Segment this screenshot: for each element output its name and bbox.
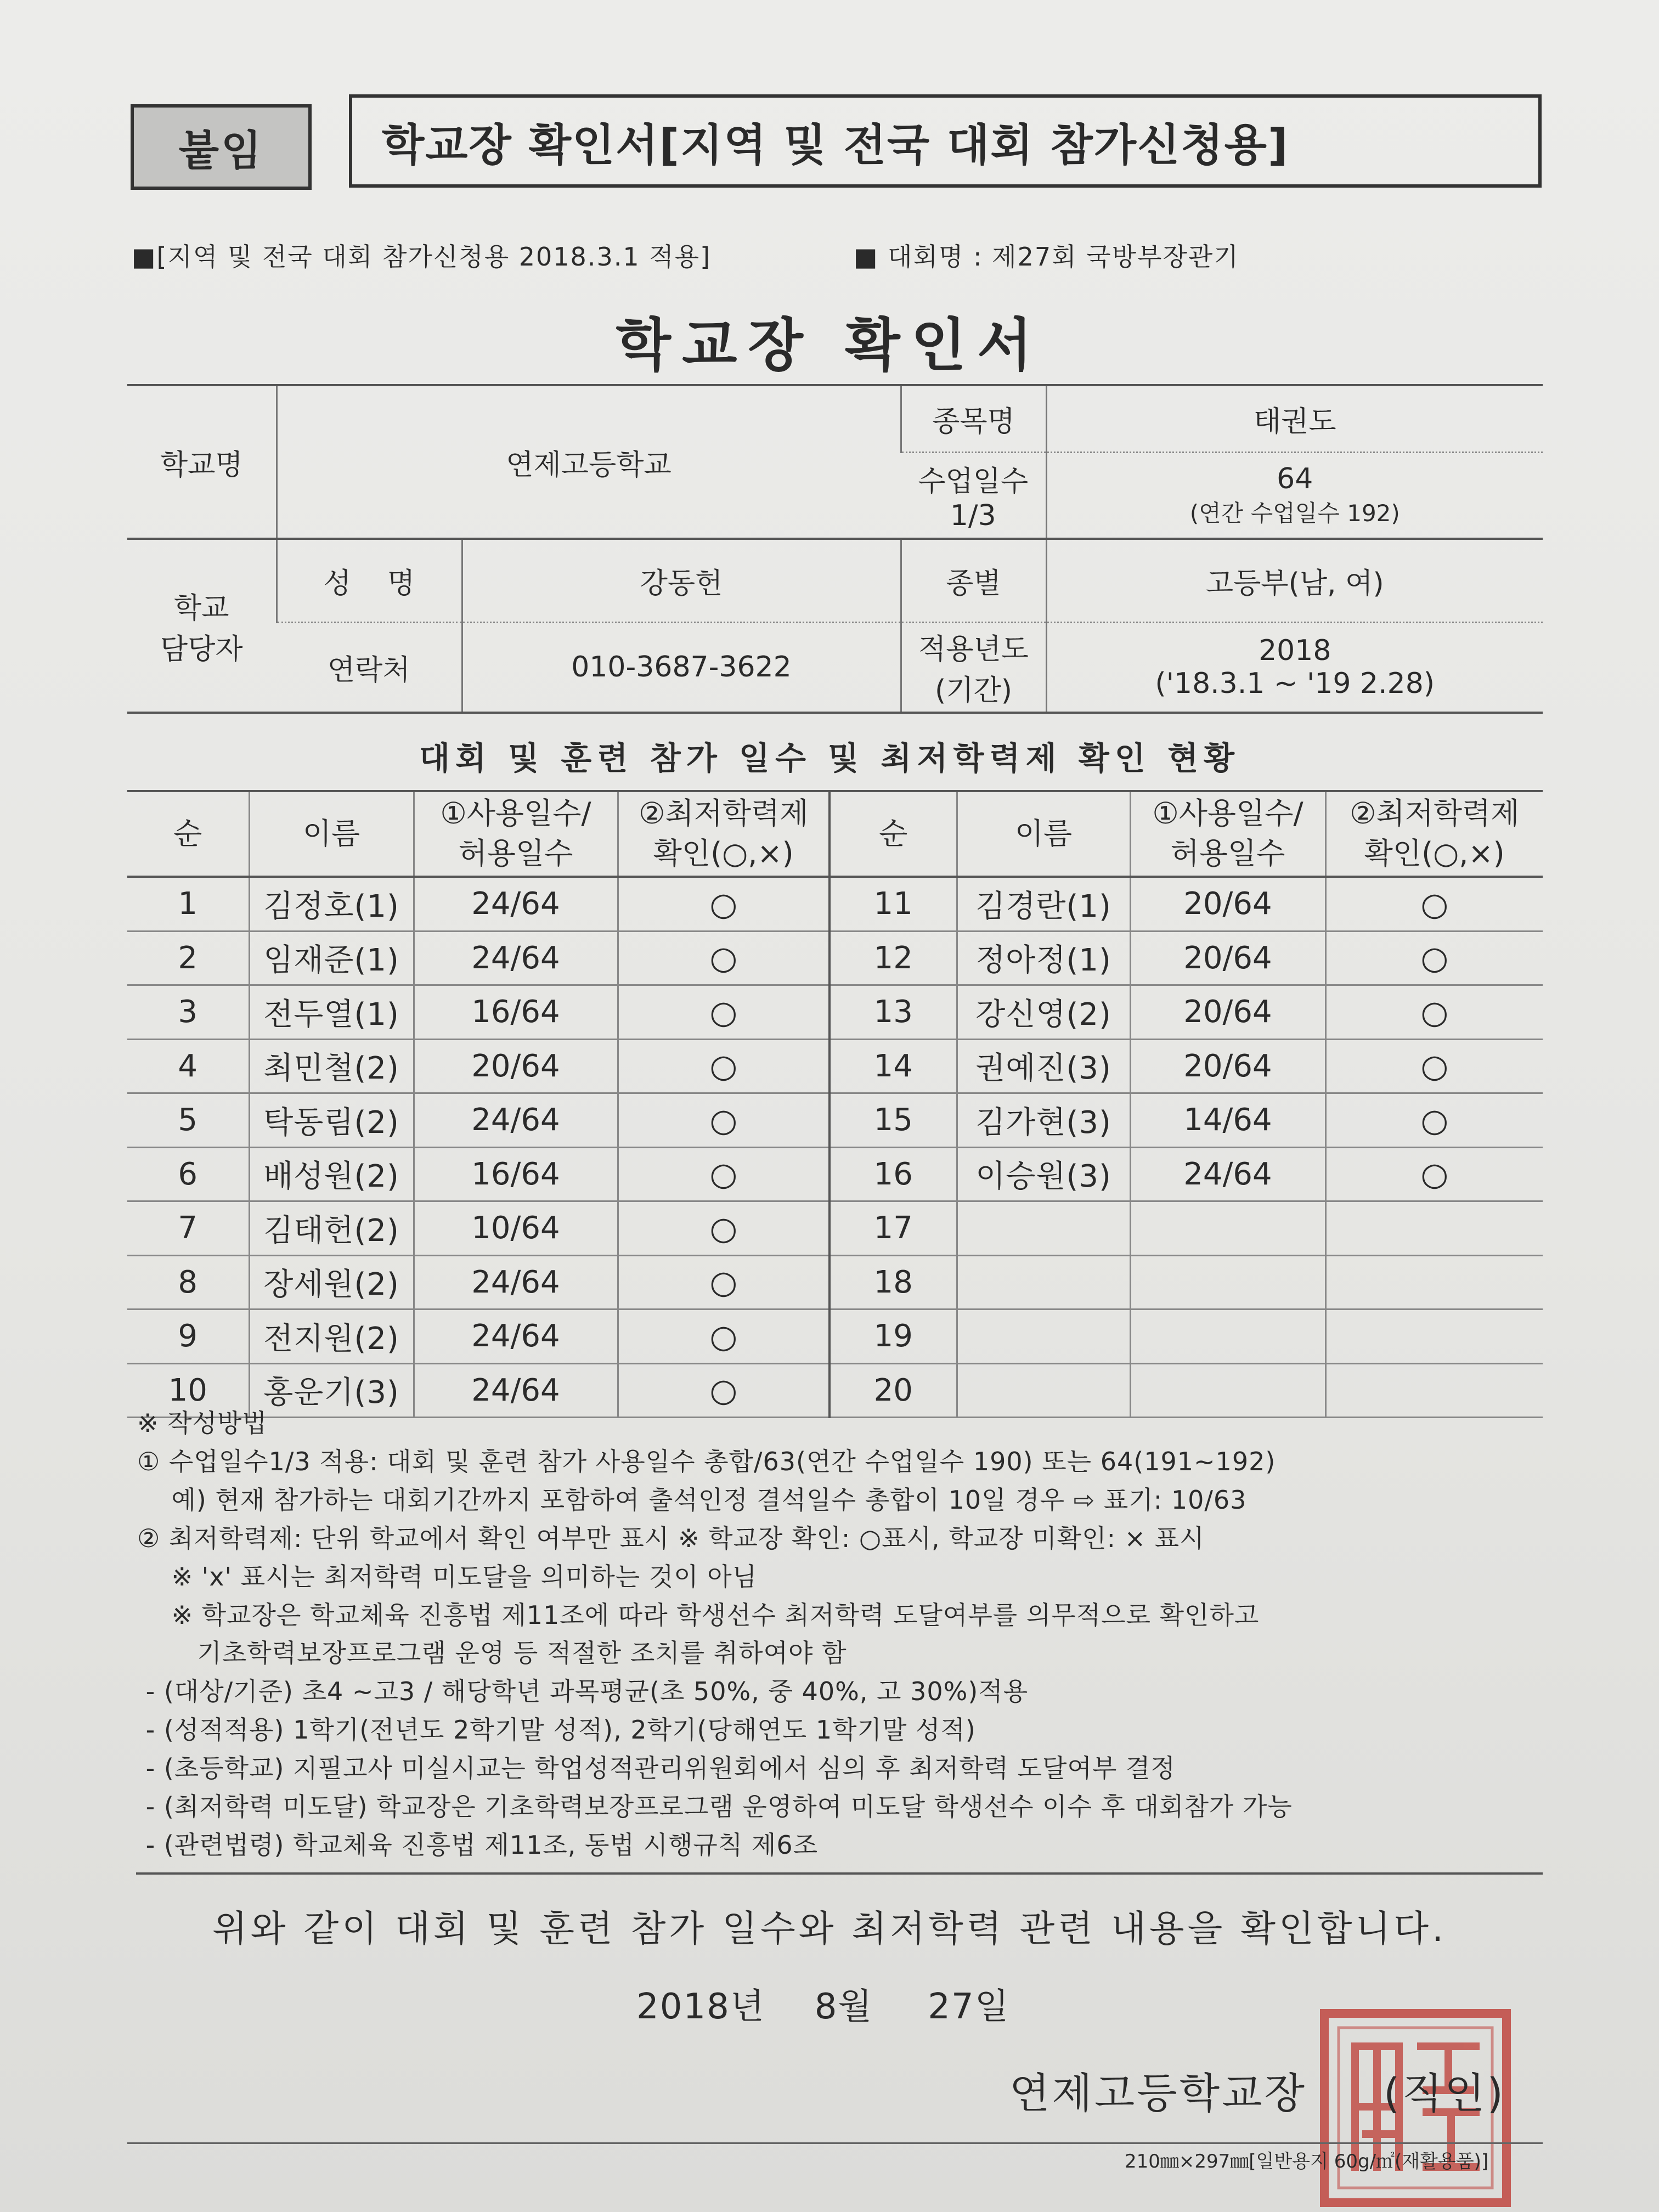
row-no: 7 <box>127 1201 249 1256</box>
header-check-right-line1: ②최저학력제 <box>1350 796 1520 831</box>
row-no: 1 <box>127 877 249 931</box>
paper-spec: 210㎜×297㎜[일반용지 60g/㎡(재활용품)] <box>1125 2151 1489 2172</box>
page-title: 학교장 확인서 <box>616 312 1043 379</box>
row-check: ○ <box>618 1147 830 1201</box>
row-days-right: 20/64 <box>1130 1039 1325 1093</box>
school-info-table <box>127 384 1543 714</box>
row-name: 김태헌(2) <box>249 1201 414 1256</box>
competition-name: ■ 대회명 : 제27회 국방부장관기 <box>854 242 1239 272</box>
header-check-line1: ②최저학력제 <box>639 796 809 831</box>
row-check: ○ <box>618 1363 830 1418</box>
year-label-line1: 적용년도 <box>918 633 1029 667</box>
row-no-right: 11 <box>830 877 957 931</box>
row-no-right: 14 <box>830 1039 957 1093</box>
principal-name: 연제고등학교장 <box>1009 2069 1307 2118</box>
row-days: 24/64 <box>414 877 618 931</box>
header-title: 학교장 확인서[지역 및 전국 대회 참가신청용] <box>349 94 1542 188</box>
row-name-right <box>957 1310 1130 1364</box>
header-days <box>414 791 618 877</box>
note-line: - (초등학교) 지필고사 미실시교는 학업성적관리위원회에서 심의 후 최저학력 도달여부 결정 <box>137 1753 1176 1784</box>
header-days-right-line1: ①사용일수/ <box>1152 796 1304 831</box>
note-line: 기초학력보장프로그램 운영 등 적절한 조치를 취하여야 함 <box>137 1638 847 1668</box>
row-days-right <box>1130 1201 1325 1256</box>
date-day: 27일 <box>928 1987 1010 2027</box>
header-days-right <box>1130 791 1325 877</box>
row-name: 홍운기(3) <box>249 1363 414 1418</box>
row-name-right <box>957 1201 1130 1256</box>
row-check-right <box>1325 1255 1543 1310</box>
contact-label: 연락처 <box>276 622 462 713</box>
participants-body <box>127 877 1543 1418</box>
header-check-right <box>1325 791 1543 877</box>
row-check: ○ <box>618 877 830 931</box>
info-bottom-rule <box>127 713 1543 714</box>
row-no: 9 <box>127 1310 249 1364</box>
row-no-right: 16 <box>830 1147 957 1201</box>
row-no-right: 17 <box>830 1201 957 1256</box>
row-no-right: 12 <box>830 931 957 985</box>
row-days: 24/64 <box>414 1310 618 1364</box>
row-no-right: 13 <box>830 985 957 1040</box>
date-year: 2018년 <box>636 1987 765 2027</box>
row-no: 6 <box>127 1147 249 1201</box>
confirmation-statement: 위와 같이 대회 및 훈련 참가 일수와 최저학력 관련 내용을 확인합니다. <box>212 1908 1447 1950</box>
year-label <box>901 622 1046 713</box>
manager-label <box>127 539 276 713</box>
row-check-right: ○ <box>1325 931 1543 985</box>
row-days-right: 14/64 <box>1130 1093 1325 1148</box>
row-no: 10 <box>127 1363 249 1418</box>
row-check: ○ <box>618 1255 830 1310</box>
table-row <box>127 1093 1543 1148</box>
row-days: 16/64 <box>414 985 618 1040</box>
row-days: 16/64 <box>414 1147 618 1201</box>
header-name: 이름 <box>249 791 414 877</box>
row-name: 김정호(1) <box>249 877 414 931</box>
header-days-right-line2: 허용일수 <box>1170 836 1285 871</box>
row-no-right: 19 <box>830 1310 957 1364</box>
attachment-tag: 붙임 <box>131 104 312 190</box>
class-days-label-line1: 수업일수 <box>918 465 1029 499</box>
row-check: ○ <box>618 1201 830 1256</box>
row-days-right <box>1130 1255 1325 1310</box>
table-row <box>127 1039 1543 1093</box>
note-line: ※ 학교장은 학교체육 진흥법 제11조에 따라 학생선수 최저학력 도달여부를 의무적으로 확인하고 <box>137 1600 1260 1630</box>
table-row <box>127 1147 1543 1201</box>
table-row <box>127 877 1543 931</box>
note-line: - (최저학력 미도달) 학교장은 기초학력보장프로그램 운영하여 미도달 학생선수 이수 후 대회참가 가능 <box>137 1792 1293 1822</box>
category-value: 고등부(남, 여) <box>1046 539 1543 622</box>
form-usage-note: ■[지역 및 전국 대회 참가신청용 2018.3.1 적용] <box>132 242 712 272</box>
row-days-right: 24/64 <box>1130 1147 1325 1201</box>
header-days-line2: 허용일수 <box>458 836 573 871</box>
row-no: 2 <box>127 931 249 985</box>
row-no-right: 18 <box>830 1255 957 1310</box>
table-row <box>127 1255 1543 1310</box>
row-name: 전두열(1) <box>249 985 414 1040</box>
header-name-right: 이름 <box>957 791 1130 877</box>
row-days: 20/64 <box>414 1039 618 1093</box>
row-no: 3 <box>127 985 249 1040</box>
row-name: 임재준(1) <box>249 931 414 985</box>
note-line: ② 최저학력제: 단위 학교에서 확인 여부만 표시 ※ 학교장 확인: ○표시, 학교장 미확인: × 표시 <box>137 1523 1205 1553</box>
year-value <box>1046 622 1543 713</box>
participants-table <box>127 790 1543 1418</box>
row-days-right: 20/64 <box>1130 985 1325 1040</box>
class-days-number: 64 <box>1277 462 1313 495</box>
row-name: 전지원(2) <box>249 1310 414 1364</box>
year-period: ('18.3.1 ~ '19 2.28) <box>1155 667 1435 701</box>
row-no-right: 20 <box>830 1363 957 1418</box>
class-days-note: (연간 수업일수 192) <box>1189 499 1400 527</box>
row-name-right: 정아정(1) <box>957 931 1130 985</box>
row-check-right: ○ <box>1325 1039 1543 1093</box>
row-name-right: 김가현(3) <box>957 1093 1130 1148</box>
header-no: 순 <box>127 791 249 877</box>
header-check <box>618 791 830 877</box>
row-name: 최민철(2) <box>249 1039 414 1093</box>
sport-value: 태권도 <box>1046 385 1543 452</box>
row-no: 4 <box>127 1039 249 1093</box>
row-check: ○ <box>618 1310 830 1364</box>
row-days: 10/64 <box>414 1201 618 1256</box>
row-name-right: 김경란(1) <box>957 877 1130 931</box>
table-row <box>127 1310 1543 1364</box>
notes-bottom-rule <box>136 1872 1543 1875</box>
header-check-line2: 확인(○,×) <box>653 836 794 871</box>
footer-rule <box>127 2142 1543 2144</box>
row-check-right <box>1325 1201 1543 1256</box>
row-name-right: 권예진(3) <box>957 1039 1130 1093</box>
row-days-right <box>1130 1310 1325 1364</box>
row-check: ○ <box>618 1039 830 1093</box>
name-label: 성 명 <box>276 539 462 622</box>
note-line: 예) 현재 참가하는 대회기간까지 포함하여 출석인정 결석일수 총합이 10일 경우 ⇨ 표기: 10/63 <box>137 1485 1247 1515</box>
row-check-right: ○ <box>1325 985 1543 1040</box>
row-name-right: 강신영(2) <box>957 985 1130 1040</box>
year-label-line2: (기간) <box>934 674 1013 708</box>
table-row <box>127 985 1543 1040</box>
row-days-right: 20/64 <box>1130 931 1325 985</box>
class-days-label-line2: 1/3 <box>950 499 996 533</box>
date-month: 8월 <box>814 1987 873 2027</box>
header-no-right: 순 <box>830 791 957 877</box>
row-check: ○ <box>618 1093 830 1148</box>
row-check-right: ○ <box>1325 1147 1543 1201</box>
header-check-right-line2: 확인(○,×) <box>1364 836 1505 871</box>
status-title: 대회 및 훈련 참가 일수 및 최저학력제 확인 현황 <box>419 740 1240 777</box>
row-days: 24/64 <box>414 1093 618 1148</box>
manager-label-line1: 학교 <box>174 591 229 625</box>
seal-label: (직인) <box>1383 2069 1506 2118</box>
document-date <box>636 1978 1010 2029</box>
row-check-right: ○ <box>1325 1093 1543 1148</box>
row-check-right <box>1325 1310 1543 1364</box>
row-no: 5 <box>127 1093 249 1148</box>
note-line: ※ 작성방법 <box>137 1408 267 1438</box>
class-days-value <box>1046 452 1543 539</box>
row-name-right <box>957 1255 1130 1310</box>
row-name: 탁동림(2) <box>249 1093 414 1148</box>
principal-signature-line <box>1009 2060 1505 2120</box>
manager-name: 강동헌 <box>462 539 901 622</box>
school-name: 연제고등학교 <box>276 385 901 539</box>
row-days: 24/64 <box>414 931 618 985</box>
writing-instructions <box>137 1404 1542 1865</box>
year-number: 2018 <box>1259 634 1331 668</box>
class-days-label <box>901 452 1046 539</box>
manager-label-line2: 담당자 <box>160 633 243 666</box>
row-name-right: 이승원(3) <box>957 1147 1130 1201</box>
row-no: 8 <box>127 1255 249 1310</box>
row-no-right: 15 <box>830 1093 957 1148</box>
row-check: ○ <box>618 931 830 985</box>
row-name: 배성원(2) <box>249 1147 414 1201</box>
row-check: ○ <box>618 985 830 1040</box>
table-row <box>127 1201 1543 1256</box>
contact-value: 010-3687-3622 <box>462 622 901 713</box>
note-line: ① 수업일수1/3 적용: 대회 및 훈련 참가 사용일수 총합/63(연간 수업일수 190) 또는 64(191~192) <box>137 1446 1276 1476</box>
sport-label: 종목명 <box>901 385 1046 452</box>
note-line: ※ 'x' 표시는 최저학력 미도달을 의미하는 것이 아님 <box>137 1561 758 1592</box>
header-days-line1: ①사용일수/ <box>440 796 591 831</box>
note-line: - (대상/기준) 초4 ~고3 / 해당학년 과목평균(초 50%, 중 40%, 고 30%)적용 <box>137 1677 1029 1707</box>
row-check-right: ○ <box>1325 877 1543 931</box>
note-line: - (성적적용) 1학기(전년도 2학기말 성적), 2학기(당해연도 1학기말 성적) <box>137 1715 976 1745</box>
row-days-right: 20/64 <box>1130 877 1325 931</box>
row-name: 장세원(2) <box>249 1255 414 1310</box>
school-name-label: 학교명 <box>127 385 276 539</box>
row-days: 24/64 <box>414 1363 618 1418</box>
category-label: 종별 <box>901 539 1046 622</box>
note-line: - (관련법령) 학교체육 진흥법 제11조, 동법 시행규칙 제6조 <box>137 1830 819 1860</box>
table-row <box>127 931 1543 985</box>
row-days: 24/64 <box>414 1255 618 1310</box>
